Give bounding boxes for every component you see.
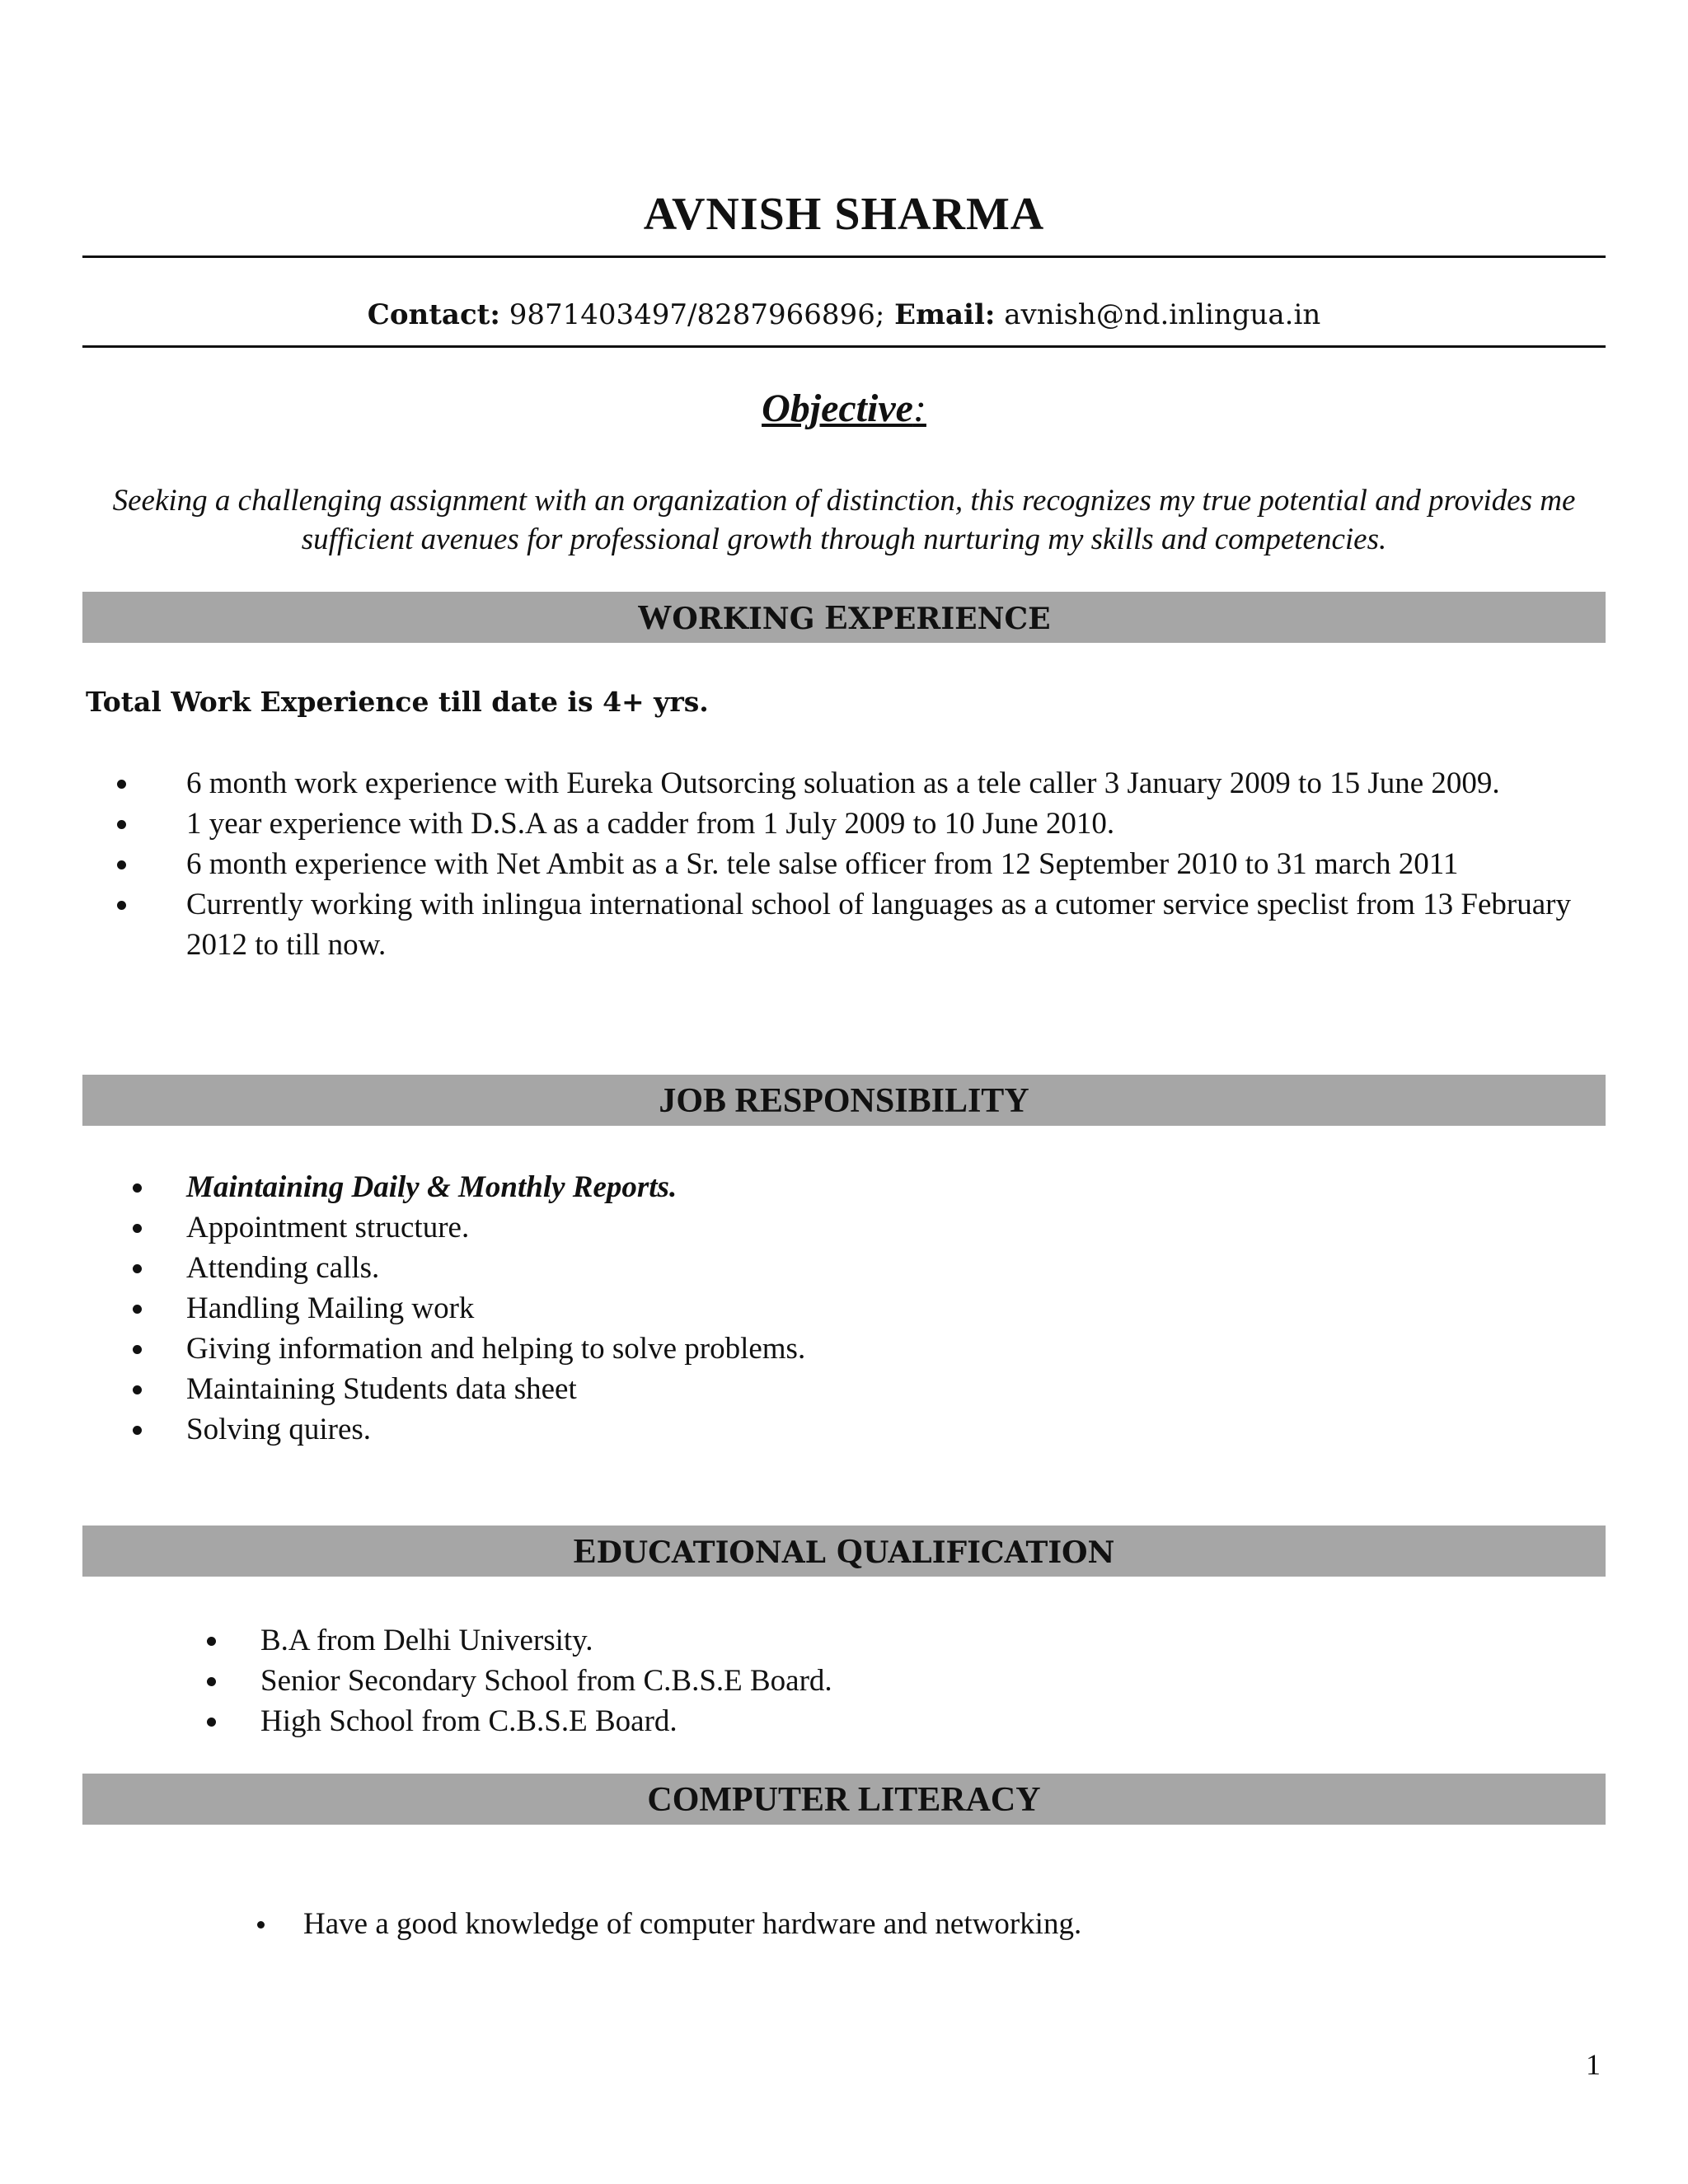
- heading-initial-e: E: [573, 1533, 597, 1571]
- heading-initial-q: Q: [836, 1533, 864, 1571]
- computer-list: [303, 1904, 1540, 1944]
- bullet-icon: [117, 901, 126, 910]
- contact-line: [82, 298, 1606, 331]
- experience-item-text: 6 month work experience with Eureka Outsorcing soluation as a tele caller 3 January 2009 to 15 June 2009.: [186, 766, 1500, 800]
- bullet-icon: [133, 1305, 142, 1314]
- bullet-icon: [117, 780, 126, 789]
- bullet-icon: [133, 1385, 142, 1394]
- bullet-icon: [133, 1426, 142, 1435]
- education-item-text: High School from C.B.S.E Board.: [260, 1704, 678, 1738]
- bullet-icon: [117, 860, 126, 869]
- list-item: [260, 1620, 1497, 1661]
- bullet-icon: [207, 1718, 216, 1727]
- bullet-icon: [117, 820, 126, 829]
- header-rule-bottom: [82, 345, 1606, 348]
- responsibility-item-text: Attending calls.: [186, 1251, 380, 1285]
- responsibility-item-text: Appointment structure.: [186, 1211, 470, 1244]
- heading-rest-orking: ORKING: [672, 602, 825, 636]
- heading-rest-xperience: XPERIENCE: [847, 602, 1051, 636]
- experience-item-text: 6 month experience with Net Ambit as a Sr. tele salse officer from 12 September 2010 to 31 march 2011: [186, 847, 1459, 881]
- education-item-text: Senior Secondary School from C.B.S.E Board.: [260, 1664, 832, 1698]
- section-heading-job-responsibility: JOB RESPONSIBILITY: [82, 1075, 1606, 1126]
- list-item: [260, 1661, 1497, 1701]
- bullet-icon: [133, 1183, 142, 1193]
- heading-rest-ualification: UALIFICATION: [863, 1535, 1115, 1570]
- responsibility-item-text: Giving information and helping to solve problems.: [186, 1332, 806, 1366]
- responsibility-item-text: Maintaining Daily & Monthly Reports.: [186, 1170, 678, 1204]
- bullet-icon: [133, 1224, 142, 1233]
- contact-phone: 9871403497/8287966896;: [499, 298, 885, 331]
- objective-text: Seeking a challenging assignment with an organization of distinction, this recognizes my true potential and provides me sufficient avenues for professional growth through nurturing my skills and competencies.: [112, 484, 1576, 556]
- objective-heading-text: Objective: [762, 387, 913, 430]
- education-item-text: B.A from Delhi University.: [260, 1624, 593, 1657]
- list-item: [186, 763, 1571, 804]
- section-heading-computer-literacy: COMPUTER LITERACY: [82, 1774, 1606, 1825]
- list-item: [186, 804, 1571, 844]
- bullet-icon: [133, 1345, 142, 1354]
- bullet-icon: [207, 1637, 216, 1646]
- section-heading-educational-qualification: [82, 1526, 1606, 1577]
- responsibility-item-text: Maintaining Students data sheet: [186, 1372, 577, 1406]
- list-item: [186, 1167, 1505, 1207]
- list-item: [186, 1369, 1505, 1409]
- bullet-icon: [207, 1677, 216, 1686]
- objective-heading: [82, 386, 1606, 431]
- list-item: [186, 844, 1571, 884]
- list-item: [186, 1248, 1505, 1288]
- candidate-name: AVNISH SHARMA: [643, 189, 1045, 240]
- section-heading-working-experience: [82, 592, 1606, 643]
- contact-label: Contact:: [367, 298, 500, 331]
- education-list: [260, 1620, 1497, 1741]
- bullet-icon: [133, 1264, 142, 1273]
- experience-list: [186, 763, 1571, 965]
- experience-summary: Total Work Experience till date is 4+ yrs.: [86, 686, 709, 718]
- experience-item-text: 1 year experience with D.S.A as a cadder from 1 July 2009 to 10 June 2010.: [186, 807, 1115, 841]
- list-item: [260, 1701, 1497, 1741]
- list-item: [303, 1904, 1540, 1944]
- responsibility-list: [186, 1167, 1505, 1450]
- experience-item-text: Currently working with inlingua international school of languages as a cutomer service speclist from 13 February 2012 to till now.: [186, 888, 1571, 962]
- list-item: [186, 1329, 1505, 1369]
- list-item: [186, 1207, 1505, 1248]
- header-rule-top: [82, 255, 1606, 258]
- computer-item-text: Have a good knowledge of computer hardware and networking.: [303, 1907, 1082, 1941]
- list-item: [186, 884, 1571, 965]
- heading-rest-ducational: DUCATIONAL: [596, 1535, 837, 1570]
- heading-initial-w: W: [637, 599, 673, 637]
- objective-colon: :: [912, 387, 926, 430]
- email-address: avnish@nd.inlingua.in: [995, 298, 1321, 331]
- page-number: 1: [1586, 2048, 1601, 2081]
- list-item: [186, 1409, 1505, 1450]
- bullet-icon: [257, 1921, 265, 1929]
- responsibility-item-text: Solving quires.: [186, 1413, 372, 1446]
- heading-initial-e: E: [824, 599, 848, 637]
- list-item: [186, 1288, 1505, 1329]
- email-label: Email:: [884, 298, 996, 331]
- responsibility-item-text: Handling Mailing work: [186, 1291, 475, 1325]
